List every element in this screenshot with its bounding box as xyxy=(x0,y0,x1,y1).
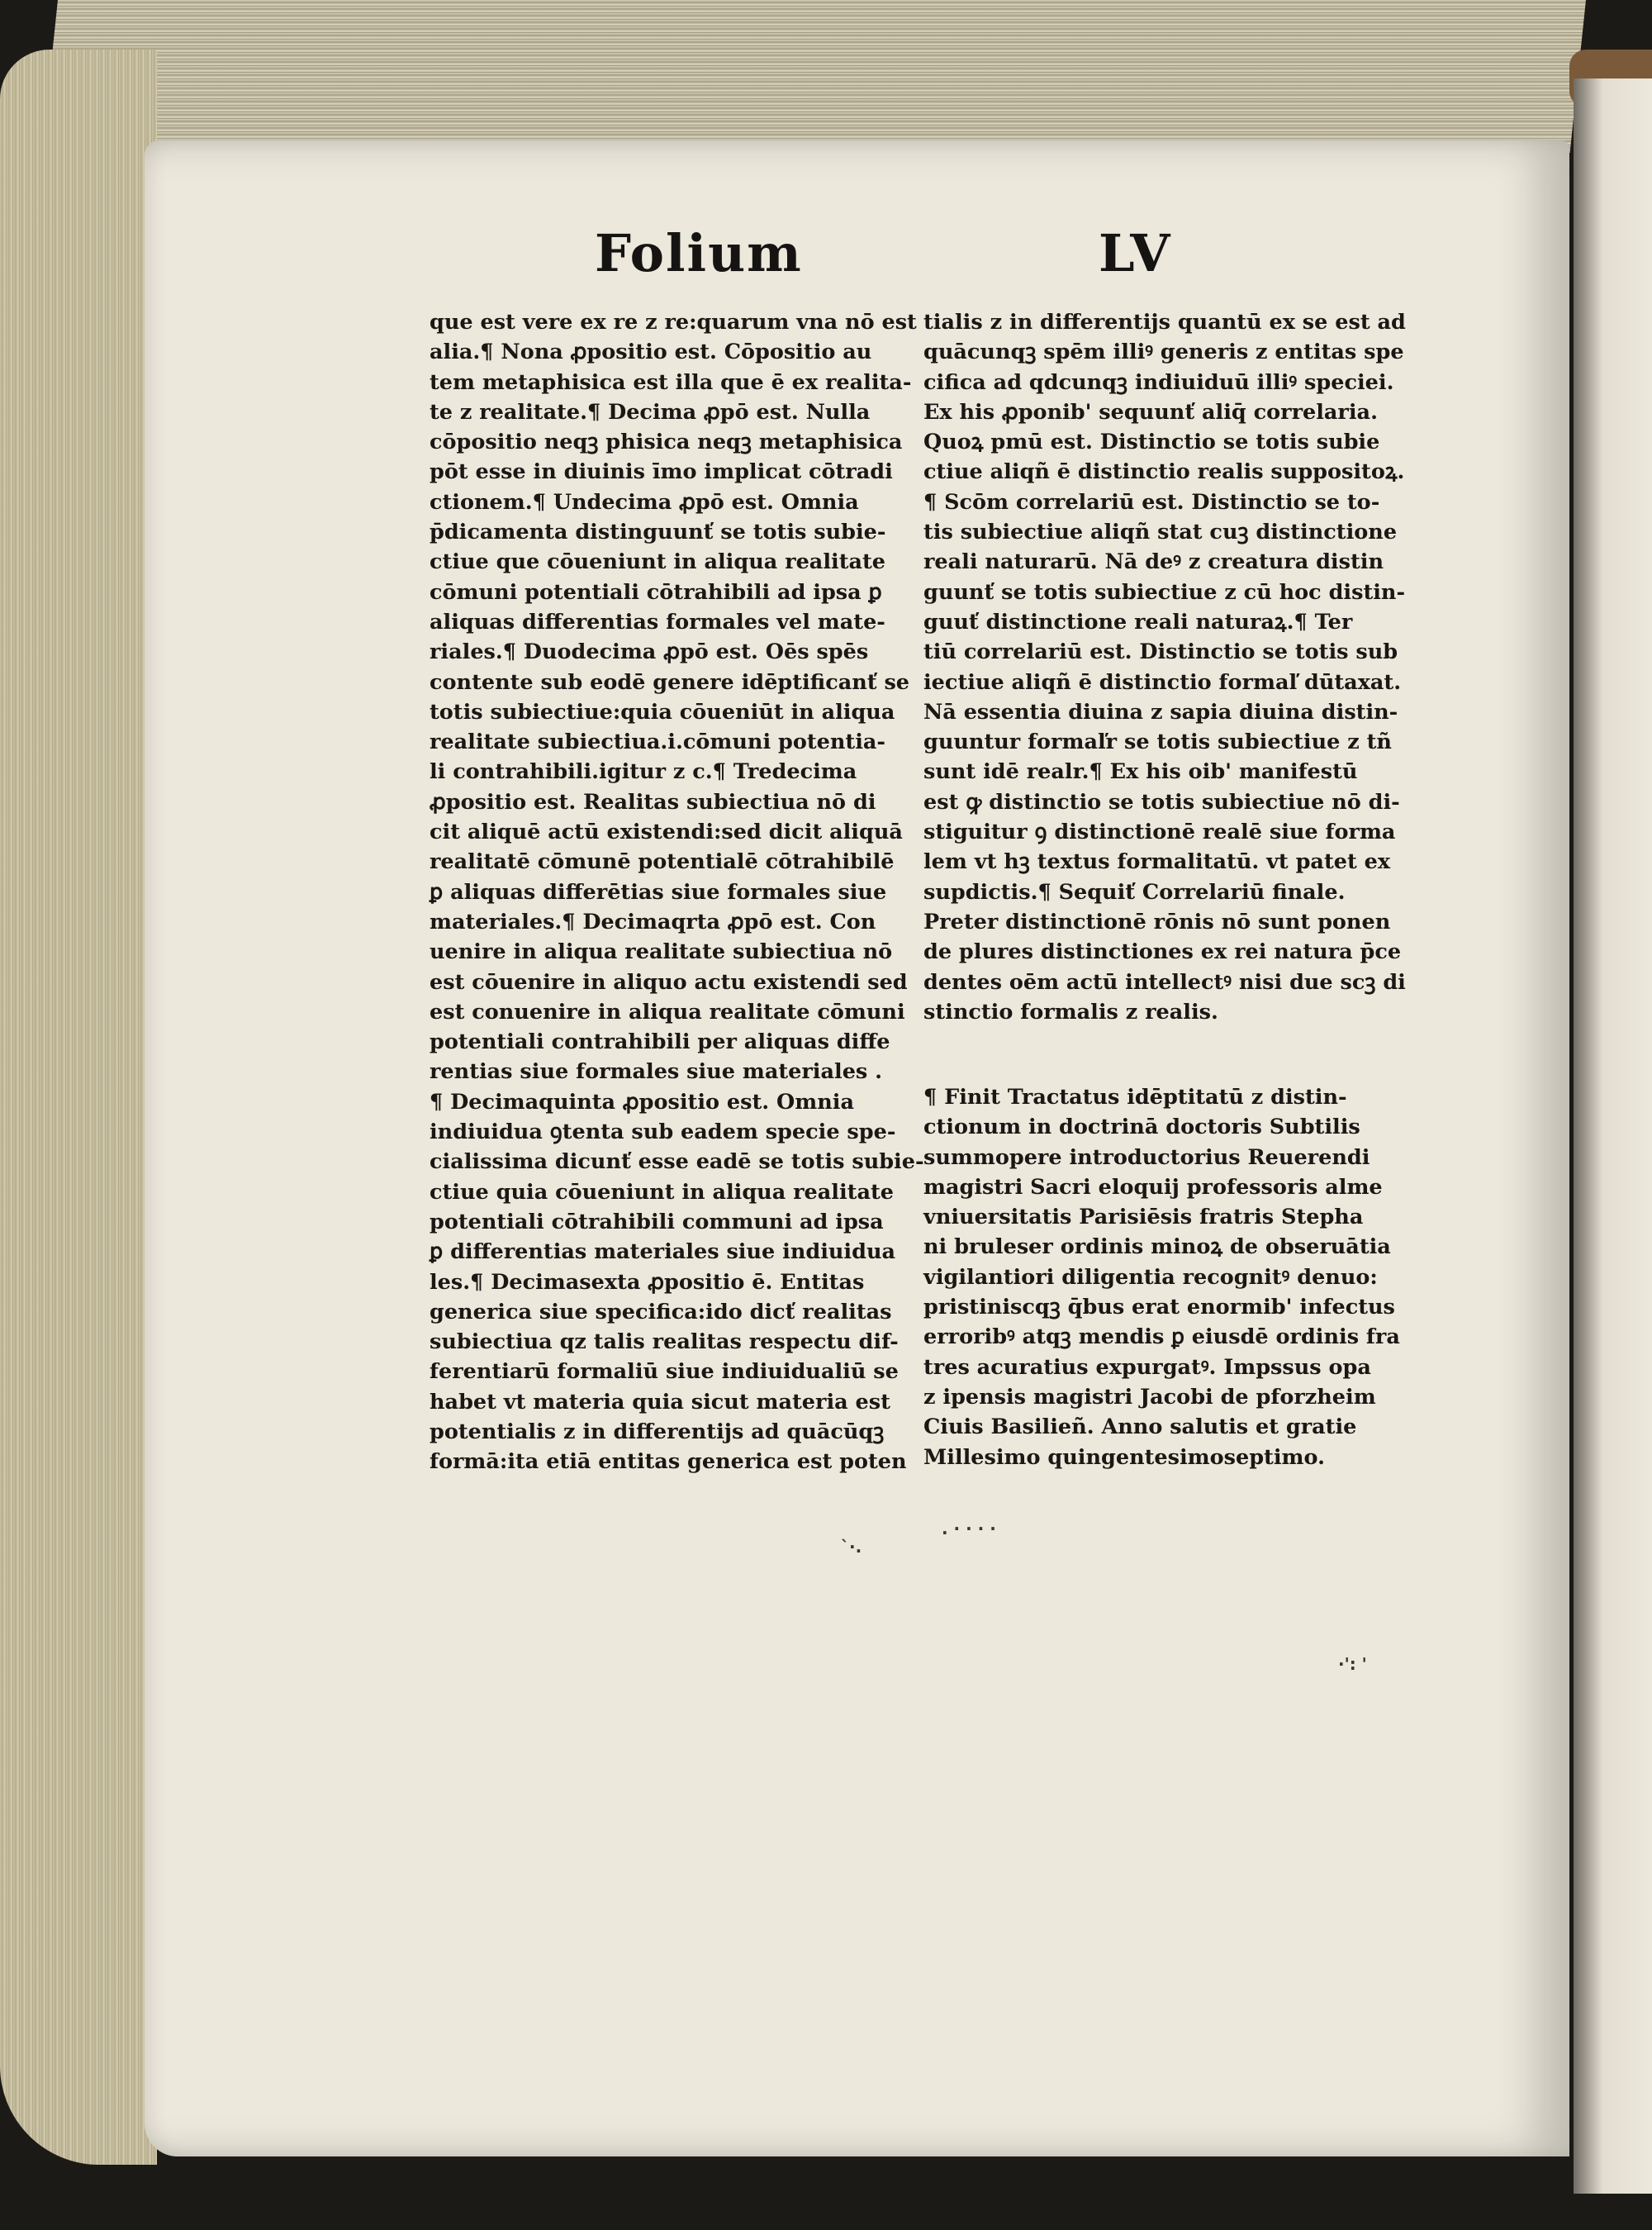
text-line: ꝓpositio est. Realitas subiectiua nō di xyxy=(430,789,876,815)
text-line: sunt idē realr.¶ Ex his oib' manifestū xyxy=(923,759,1358,785)
book-top-edge xyxy=(42,0,1586,153)
text-line: indiuidua ꝯtenta sub eadem specie spe- xyxy=(430,1120,896,1145)
text-line: tem metaphisica est illa que ē ex realita- xyxy=(430,369,912,395)
text-line: habet vt materia quia sicut materia est xyxy=(430,1389,890,1415)
text-line: est cōuenire in aliquo actu existendi sed xyxy=(430,969,908,995)
text-line: ¶ Finit Tractatus idēptitatū z distin- xyxy=(923,1085,1347,1110)
text-line: cialissima dicunť esse eadē se totis subie- xyxy=(430,1149,924,1175)
text-line: ꝑ differentias materiales siue indiuidua xyxy=(430,1239,896,1265)
text-line: supdictis.¶ Sequiť Correlariū finale. xyxy=(923,879,1346,905)
text-line: pōt esse in diuinis īmo implicat cōtradi xyxy=(430,459,893,485)
text-line: vigilantiori diligentia recognitꝰ denuo: xyxy=(923,1264,1378,1290)
text-line: potentialis z in differentijs ad quācūqꝫ xyxy=(430,1419,885,1444)
text-line: cōmuni potentiali cōtrahibili ad ipsa ꝑ xyxy=(430,579,882,605)
text-line: est ꝙ distinctio se totis subiectiue nō di- xyxy=(923,789,1400,815)
text-line: ferentiarū formaliū siue indiuidualiū se xyxy=(430,1359,899,1385)
text-line: aliquas differentias formales vel mate- xyxy=(430,609,885,635)
text-line: tiū correlariū est. Distinctio se totis sub xyxy=(923,640,1398,665)
text-line: p̄dicamenta distinguunť se totis subie- xyxy=(430,520,886,545)
text-line: totis subiectiue:quia cōueniūt in aliqua xyxy=(430,699,895,725)
text-line: erroribꝰ atqꝫ mendis ꝑ eiusdē ordinis fra xyxy=(923,1324,1400,1350)
text-line: guunť se totis subiectiue z cū hoc distin- xyxy=(923,579,1406,605)
text-line: ni bruleser ordinis minoꝝ de obseruātia xyxy=(923,1234,1391,1260)
text-line: Millesimo quingentesimoseptimo. xyxy=(923,1444,1325,1470)
text-line: rentias siue formales siue materiales . xyxy=(430,1059,883,1085)
text-line: stinctio formalis z realis. xyxy=(923,999,1218,1025)
running-head-folium: Folium xyxy=(595,223,803,283)
text-line: dentes oēm actū intellectꝰ nisi due scꝫ di xyxy=(923,969,1406,995)
text-line: alia.¶ Nona ꝓpositio est. Cōpositio au xyxy=(430,340,872,365)
text-line: reali naturarū. Nā deꝰ z creatura distin xyxy=(923,549,1384,575)
ink-specks: . · · · · xyxy=(942,1519,996,1538)
text-line: summopere introductorius Reuerendi xyxy=(923,1144,1370,1170)
text-line: les.¶ Decimasexta ꝓpositio ē. Entitas xyxy=(430,1269,865,1295)
facing-page-edge xyxy=(1574,78,1652,2194)
text-line: quācunqꝫ spēm illiꝰ generis z entitas spe xyxy=(923,340,1404,365)
text-line: tres acuratius expurgatꝰ. Impssus opa xyxy=(923,1354,1371,1380)
ink-specks: ·': ' xyxy=(1338,1654,1367,1674)
text-line: potentiali cōtrahibili communi ad ipsa xyxy=(430,1209,884,1234)
text-line: formā:ita etiā entitas generica est poten xyxy=(430,1449,907,1475)
text-line: magistri Sacri eloquij professoris alme xyxy=(923,1174,1383,1200)
text-line: guuntur formaľr se totis subiectiue z tñ xyxy=(923,730,1392,755)
text-line: cōpositio neqꝫ phisica neqꝫ metaphisica xyxy=(430,430,903,455)
text-line: subiectiua qz talis realitas respectu dif- xyxy=(430,1329,899,1355)
text-line: vniuersitatis Parisiēsis fratris Stepha xyxy=(923,1205,1364,1230)
text-line: ctiue que cōueniunt in aliqua realitate xyxy=(430,549,885,575)
text-line: ¶ Decimaquinta ꝓpositio est. Omnia xyxy=(430,1089,854,1115)
text-line: iectiue aliqñ ē distinctio formaľ dūtaxat. xyxy=(923,669,1402,695)
text-line: Quoꝝ pmū est. Distinctio se totis subie xyxy=(923,430,1380,455)
text-line: tialis z in differentijs quantū ex se est ad xyxy=(923,310,1406,335)
text-line: de plures distinctiones ex rei natura p̄ce xyxy=(923,939,1402,965)
text-line: est conuenire in aliqua realitate cōmuni xyxy=(430,999,905,1025)
folio-number: LV xyxy=(1099,223,1172,283)
text-line: tis subiectiue aliqñ stat cuꝫ distinctione xyxy=(923,520,1398,545)
text-line: Ex his ꝓponib' sequunť aliq̄ correlaria. xyxy=(923,399,1378,425)
text-line: ctiue quia cōueniunt in aliqua realitate xyxy=(430,1179,894,1205)
text-line: uenire in aliqua realitate subiectiua nō xyxy=(430,939,893,965)
text-line: lem vt hꝫ textus formalitatū. vt patet ex xyxy=(923,849,1391,875)
book-page-edges xyxy=(0,50,157,2165)
text-line: contente sub eodē genere idēptificanť se xyxy=(430,669,910,695)
text-column-left xyxy=(430,307,924,1477)
text-line: materiales.¶ Decimaqrta ꝓpō est. Con xyxy=(430,909,876,934)
text-line: ¶ Scōm correlariū est. Distinctio se to- xyxy=(923,489,1380,515)
text-line: potentiali contrahibili per aliquas diffe xyxy=(430,1029,890,1055)
text-line: ctionum in doctrinā doctoris Subtilis xyxy=(923,1115,1360,1140)
text-line: ctionem.¶ Undecima ꝓpō est. Omnia xyxy=(430,489,859,515)
text-line: cifica ad qdcunqꝫ indiuiduū illiꝰ speciei. xyxy=(923,369,1394,395)
text-line: te z realitate.¶ Decima ꝓpō est. Nulla xyxy=(430,399,871,425)
text-line: cit aliquē actū existendi:sed dicit aliquā xyxy=(430,820,903,845)
text-line: que est vere ex re z re:quarum vna nō est xyxy=(430,310,917,335)
text-line: riales.¶ Duodecima ꝓpō est. Oēs spēs xyxy=(430,640,869,665)
text-line: stiguitur ꝯ distinctionē realē siue forma xyxy=(923,820,1396,845)
text-line: generica siue specifica:ido dicť realitas xyxy=(430,1299,892,1324)
text-line: ꝑ aliquas differētias siue formales siue xyxy=(430,879,887,905)
text-line: Ciuis Basilieñ. Anno salutis et gratie xyxy=(923,1415,1357,1440)
text-line: Preter distinctionē rōnis nō sunt ponen xyxy=(923,909,1391,934)
text-line: guuť distinctione reali naturaꝝ.¶ Ter xyxy=(923,609,1353,635)
text-line: z ipensis magistri Jacobi de pforzheim xyxy=(923,1384,1376,1410)
text-line: realitate subiectiua.i.cōmuni potentia- xyxy=(430,730,885,755)
text-column-right xyxy=(923,307,1419,1027)
text-line: li contrahibili.igitur z c.¶ Tredecima xyxy=(430,759,857,785)
text-line: Nā essentia diuina z sapia diuina distin- xyxy=(923,699,1398,725)
colophon xyxy=(923,1082,1419,1472)
text-line: ctiue aliqñ ē distinctio realis suppositoꝝ. xyxy=(923,459,1405,485)
text-line: pristiniscqꝫ q̄bus erat enormib' infectus xyxy=(923,1295,1395,1320)
text-line: realitatē cōmunē potentialē cōtrahibilē xyxy=(430,849,895,875)
ink-specks: `·. xyxy=(841,1537,862,1557)
